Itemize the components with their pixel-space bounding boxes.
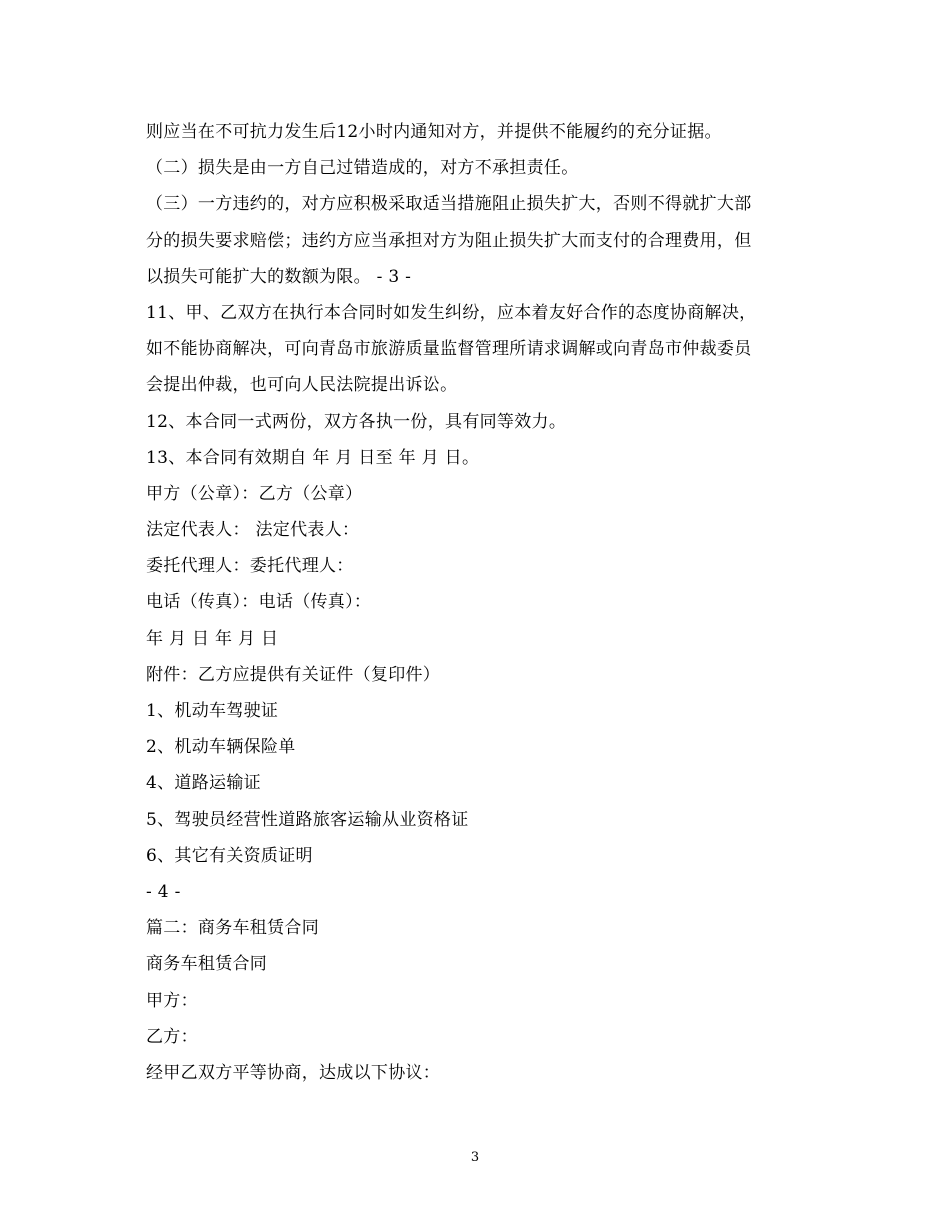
attachment-heading: 附件：乙方应提供有关证件（复印件） xyxy=(146,664,441,685)
party-a-line: 甲方： xyxy=(146,990,198,1011)
attachment-item: 6、其它有关资质证明 xyxy=(146,845,313,866)
attachment-item: 2、机动车辆保险单 xyxy=(146,737,296,758)
document-body xyxy=(146,114,826,1091)
paragraph-line: 分的损失要求赔偿；违约方应当承担对方为阻止损失扩大而支付的合理费用，但 xyxy=(146,230,752,251)
paragraph-line: 13、本合同有效期自 年 月 日至 年 月 日。 xyxy=(146,447,480,468)
paragraph-line: 11、甲、乙双方在执行本合同时如发生纠纷，应本着友好合作的态度协商解决， xyxy=(146,302,757,323)
paragraph-line: 12、本合同一式两份，双方各执一份，具有同等效力。 xyxy=(146,411,567,432)
page-number: 3 xyxy=(470,1150,480,1165)
signature-line: 委托代理人：委托代理人： xyxy=(146,556,354,577)
paragraph-line: （三）一方违约的，对方应积极采取适当措施阻止损失扩大，否则不得就扩大部 xyxy=(146,194,752,215)
contract-title: 商务车租赁合同 xyxy=(146,954,268,975)
paragraph-line: 经甲乙双方平等协商，达成以下协议： xyxy=(146,1062,441,1083)
inline-page-marker: - 4 - xyxy=(146,881,181,902)
section-heading: 篇二：商务车租赁合同 xyxy=(146,918,319,939)
signature-line: 电话（传真）：电话（传真）： xyxy=(146,592,372,613)
paragraph-line: 则应当在不可抗力发生后12小时内通知对方，并提供不能履约的充分证据。 xyxy=(146,122,722,142)
paragraph-line: （二）损失是由一方自己过错造成的，对方不承担责任。 xyxy=(146,158,579,179)
signature-line: 法定代表人： 法定代表人： xyxy=(146,520,360,541)
paragraph-line: 以损失可能扩大的数额为限。 - 3 - xyxy=(146,266,412,287)
paragraph-line: 会提出仲裁，也可向人民法院提出诉讼。 xyxy=(146,375,458,396)
signature-line: 甲方（公章）：乙方（公章） xyxy=(146,483,363,504)
signature-line: 年 月 日 年 月 日 xyxy=(146,628,279,649)
attachment-item: 5、驾驶员经营性道路旅客运输从业资格证 xyxy=(146,809,469,830)
party-b-line: 乙方： xyxy=(146,1026,198,1047)
paragraph-line: 如不能协商解决，可向青岛市旅游质量监督管理所请求调解或向青岛市仲裁委员 xyxy=(146,339,752,360)
attachment-item: 4、道路运输证 xyxy=(146,773,261,794)
attachment-item: 1、机动车驾驶证 xyxy=(146,701,279,721)
